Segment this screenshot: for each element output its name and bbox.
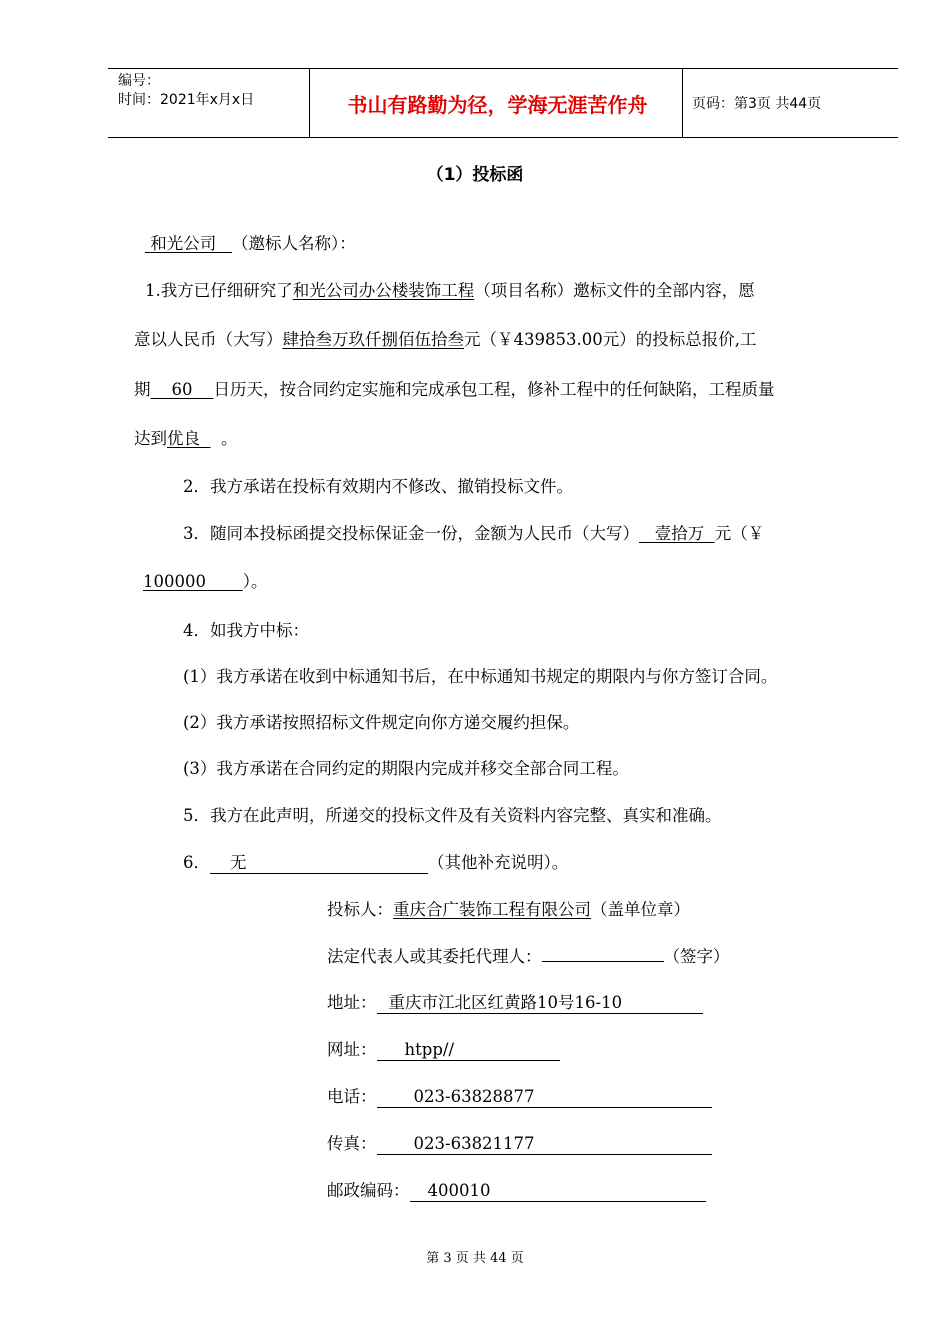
paragraph-1-line-3: 期 60 日历天，按合同约定实施和完成承包工程，修补工程中的任何缺陷，工程质量 [134,380,775,399]
signature-blank [542,945,664,962]
header-meta [118,72,254,110]
addressee-name: 和光公司 [150,234,217,253]
postcode-line: 邮政编码： 400010 [327,1180,706,1202]
document-date: 时间：2021年x月x日 [118,92,255,108]
paragraph-1-line-4: 达到优良 。 [134,429,238,448]
header-divider [309,69,310,137]
page-header [108,68,898,138]
paragraph-4-item-2: (2）我方承诺按照招标文件规定向你方递交履约担保。 [183,713,580,732]
phone-line: 电话： 023-63828877 [327,1086,712,1108]
representative-line: 法定代表人或其委托代理人： （签字） [327,947,730,966]
construction-days: 60 [171,380,193,399]
project-name: 和光公司办公楼装饰工程 [292,281,475,300]
paragraph-6: 6． 无 （其他补充说明）。 [183,853,569,872]
document-title: （1）投标函 [426,165,524,185]
website-line: 网址： htpp// [327,1039,560,1061]
bidder-line: 投标人：重庆合广装饰工程有限公司（盖单位章） [327,900,690,919]
addressee-line [145,233,356,255]
paragraph-1-line-1: 1.我方已仔细研究了和光公司办公楼装饰工程（项目名称）邀标文件的全部内容，愿 [145,281,755,300]
page-footer: 第 3 页 共 44 页 [426,1251,524,1266]
address-value: 重庆市江北区红黄路10号16-10 [377,993,703,1014]
fax-line: 传真： 023-63821177 [327,1133,712,1155]
fax-value: 023-63821177 [377,1134,712,1155]
website-value: htpp// [377,1040,560,1061]
header-motto: 书山有路勤为径，学海无涯苦作舟 [347,92,648,117]
bidder-name: 重庆合广装饰工程有限公司 [393,900,591,919]
bid-bond-number: 100000 [143,572,206,591]
bid-amount-words: 肆拾叁万玖仟捌佰伍拾叁 [282,330,464,349]
bid-bond-words: 壹拾万 [654,524,705,543]
quality-level: 优良 [167,429,200,448]
paragraph-1-line-2: 意以人民币（大写）肆拾叁万玖仟捌佰伍拾叁元（￥439853.00元）的投标总报价,工 [134,330,757,349]
phone-value: 023-63828877 [377,1087,712,1108]
paragraph-3-line-1: 3．随同本投标函提交投标保证金一份，金额为人民币（大写） 壹拾万 元（￥ [183,524,765,543]
other-notes-field: 无 [210,853,428,874]
paragraph-5: 5．我方在此声明，所递交的投标文件及有关资料内容完整、真实和准确。 [183,806,722,825]
document-number-label: 编号： [118,73,160,89]
paragraph-3-line-2: 100000 ）。 [143,572,268,591]
postcode-value: 400010 [410,1181,706,1202]
addressee-suffix: （邀标人名称）： [232,234,356,253]
address-line: 地址： 重庆市江北区红黄路10号16-10 [327,992,703,1014]
header-page-info: 页码：第3页 共44页 [692,96,822,112]
paragraph-4-item-1: (1）我方承诺在收到中标通知书后，在中标通知书规定的期限内与你方签订合同。 [183,667,778,686]
paragraph-4-item-3: (3）我方承诺在合同约定的期限内完成并移交全部合同工程。 [183,759,629,778]
paragraph-2: 2．我方承诺在投标有效期内不修改、撤销投标文件。 [183,477,573,496]
paragraph-4: 4．如我方中标： [183,621,309,640]
header-divider [682,69,683,137]
